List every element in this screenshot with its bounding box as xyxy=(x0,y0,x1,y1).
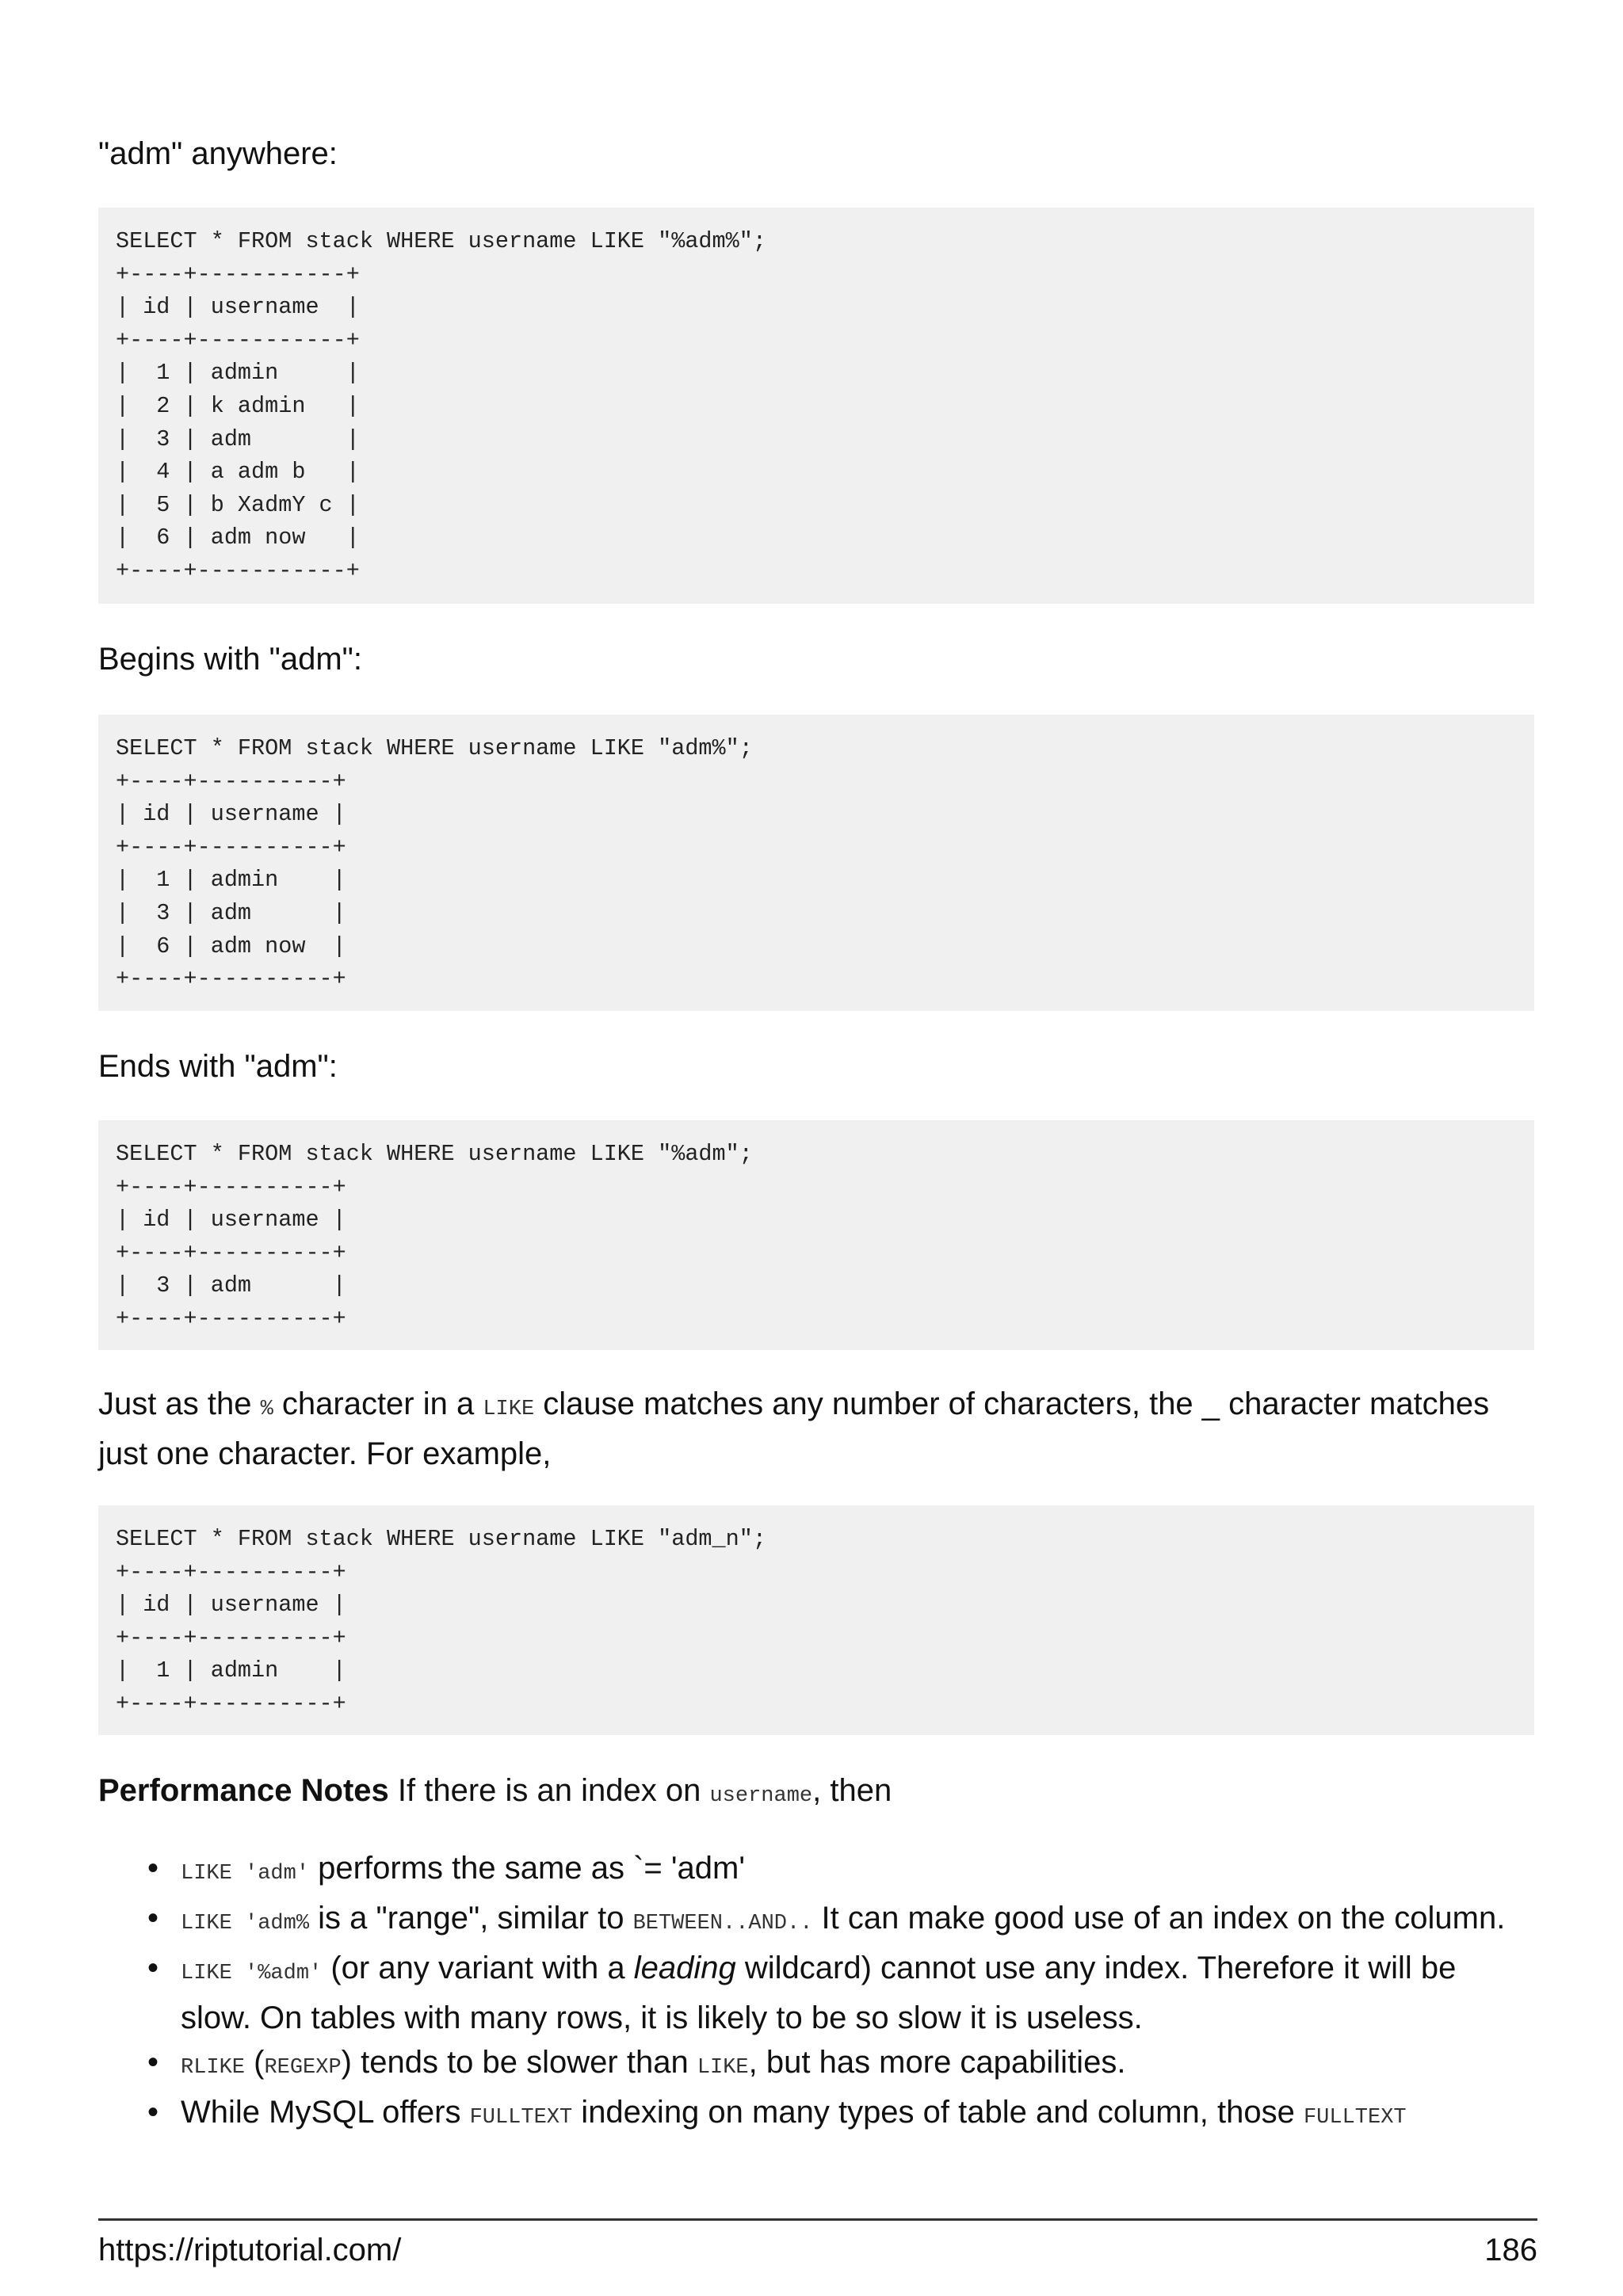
code-begins: SELECT * FROM stack WHERE username LIKE "adm%"; +----+----------+ | id | username | +----+----------+ | 1 | admin | | 3 | adm | | 6 | adm now | +----+----------+ xyxy=(116,735,753,993)
code-block-anywhere xyxy=(98,208,1534,604)
underscore-text-2: character in a xyxy=(273,1386,483,1421)
bullet-3-text-2: wildcard) cannot use any index. Therefore it will be slow. On tables with many rows, it is likely to be so slow it is useless. xyxy=(181,1951,1457,2035)
page-number: 186 xyxy=(1484,2233,1537,2267)
inline-code-percent: % xyxy=(260,1398,273,1421)
bullet-4-text-1: ( xyxy=(245,2045,265,2080)
code-ends: SELECT * FROM stack WHERE username LIKE "%adm"; +----+----------+ | id | username | +----+----------+ | 3 | adm | +----+----------+ xyxy=(116,1141,753,1332)
bullet-5-text-1: While MySQL offers xyxy=(181,2095,470,2130)
underscore-text-1: Just as the xyxy=(98,1386,261,1421)
inline-code-username: username xyxy=(709,1784,813,1808)
bullet-item-2 xyxy=(181,1896,1534,1946)
footer-url-link[interactable]: https://riptutorial.com/ xyxy=(98,2233,402,2267)
bullet-2-code-2: BETWEEN..AND.. xyxy=(632,1912,813,1936)
code-underscore: SELECT * FROM stack WHERE username LIKE "adm_n"; +----+----------+ | id | username | +----+----------+ | 1 | admin | +----+----------+ xyxy=(116,1526,766,1717)
bullet-5-code-2: FULLTEXT xyxy=(1303,2106,1407,2130)
bullet-2-text-2: It can make good use of an index on the column. xyxy=(812,1901,1506,1936)
perf-text-2: , then xyxy=(812,1773,892,1808)
bullet-item-5 xyxy=(181,2090,1534,2140)
code-anywhere: SELECT * FROM stack WHERE username LIKE "%adm%"; +----+-----------+ | id | username | +----+-----------+ | 1 | admin | | 2 | k admin | | 3 | adm | | 4 | a adm b | | 5 | b XadmY c | | 6 | adm now | +----+-----------+ xyxy=(116,228,766,584)
bullet-1-code: LIKE 'adm' xyxy=(181,1862,310,1886)
bullet-item-3 xyxy=(181,1946,1534,2040)
underscore-paragraph xyxy=(98,1382,1534,1476)
performance-notes-heading: Performance Notes xyxy=(98,1773,389,1808)
intro-ends: Ends with "adm": xyxy=(98,1049,338,1084)
code-block-begins xyxy=(98,715,1534,1011)
bullet-4-code-2: REGEXP xyxy=(264,2056,342,2080)
bullet-4-code-1: RLIKE xyxy=(181,2056,246,2080)
code-block-underscore xyxy=(98,1505,1534,1735)
bullet-1-text: performs the same as `= 'adm' xyxy=(309,1851,745,1886)
bullet-4-text-2: ) tends to be slower than xyxy=(341,2045,697,2080)
perf-text-1: If there is an index on xyxy=(388,1773,710,1808)
bullet-3-code: LIKE '%adm' xyxy=(181,1962,323,1985)
bullet-item-4 xyxy=(181,2040,1534,2090)
underscore-text-3: clause matches any number of characters, the _ character matches just one character. For example, xyxy=(98,1386,1490,1471)
performance-notes-paragraph xyxy=(98,1768,892,1818)
footer-divider xyxy=(98,2218,1537,2221)
code-block-ends xyxy=(98,1120,1534,1350)
intro-anywhere: "adm" anywhere: xyxy=(98,136,338,171)
inline-code-like: LIKE xyxy=(483,1398,535,1421)
bullet-item-1 xyxy=(181,1846,1534,1896)
bullet-2-code-1: LIKE 'adm% xyxy=(181,1912,310,1936)
bullet-3-text-1: (or any variant with a xyxy=(322,1951,634,1985)
bullet-2-text-1: is a "range", similar to xyxy=(309,1901,633,1936)
bullet-4-text-3: , but has more capabilities. xyxy=(748,2045,1126,2080)
performance-bullet-list xyxy=(98,1846,1534,2140)
bullet-4-code-3: LIKE xyxy=(697,2056,749,2080)
bullet-5-text-2: indexing on many types of table and column, those xyxy=(572,2095,1304,2130)
bullet-3-emphasis: leading xyxy=(633,1951,736,1985)
bullet-5-code-1: FULLTEXT xyxy=(469,2106,573,2130)
intro-begins: Begins with "adm": xyxy=(98,642,362,677)
